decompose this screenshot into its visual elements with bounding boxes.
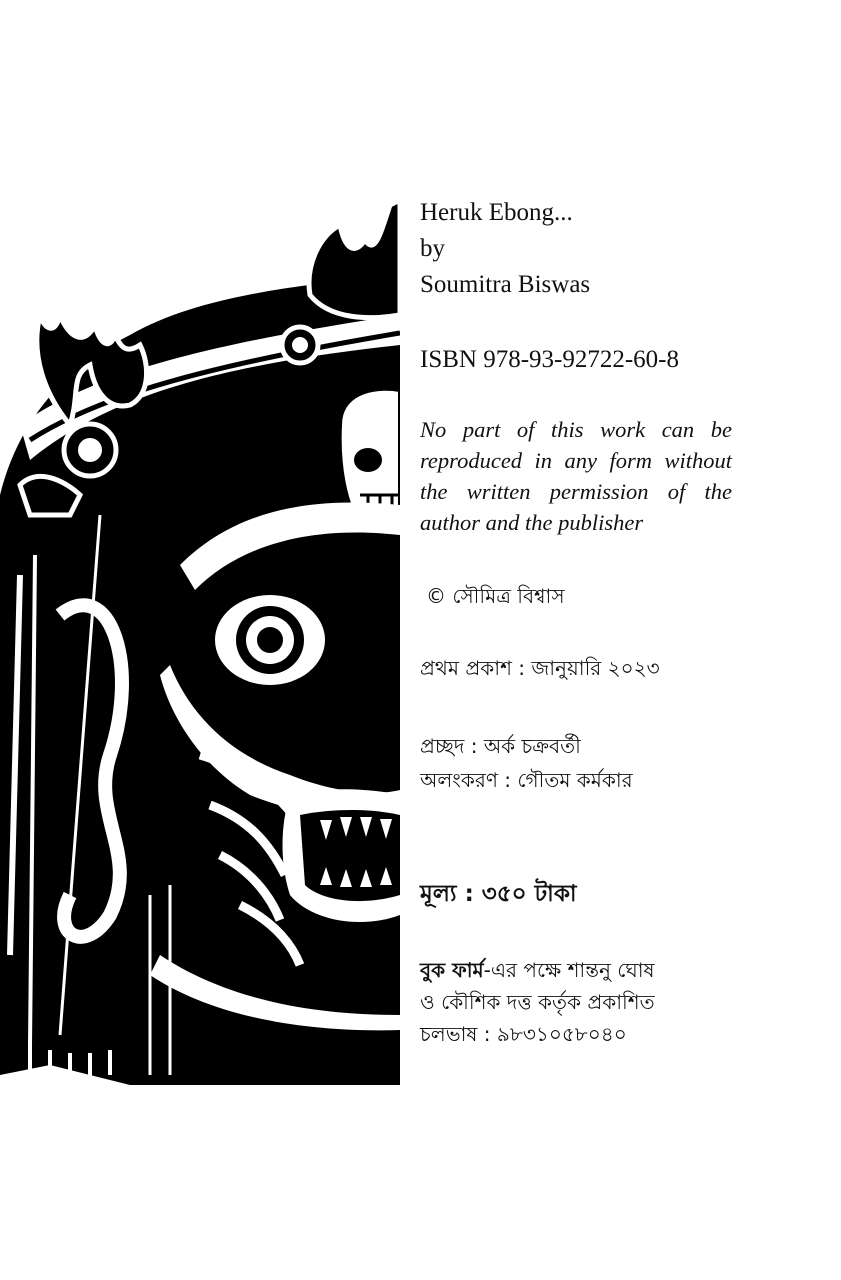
first-edition-line: প্রথম প্রকাশ : জানুয়ারি ২০২৩ xyxy=(420,656,660,680)
eye xyxy=(215,595,325,685)
copyright-line: © সৌমিত্র বিশ্বাস xyxy=(426,584,565,608)
publisher-name: বুক ফার্ম xyxy=(420,958,484,982)
cover-credit: প্রচ্ছদ : অর্ক চক্রবর্তী xyxy=(420,734,581,758)
price: মূল্য : ৩৫০ টাকা xyxy=(420,881,577,907)
mouth xyxy=(283,789,401,922)
publisher-phone: চলভাষ : ৯৮৩১০৫৮০৪০ xyxy=(420,1022,627,1046)
rights-notice: No part of this work can be reproduced in any form without the written permission of the author and the publisher xyxy=(420,417,732,535)
publisher-line2: ও কৌশিক দত্ত কর্তৃক প্রকাশিত xyxy=(420,990,655,1014)
publisher-block xyxy=(420,954,732,1050)
title-block xyxy=(420,195,732,303)
publisher-line1-rest: -এর পক্ষে শান্তনু ঘোষ xyxy=(483,958,655,982)
heruka-mask-illustration xyxy=(0,195,400,1085)
illustration-credit: অলংকরণ : গৌতম কর্মকার xyxy=(420,768,633,792)
book-title: Heruk Ebong... xyxy=(420,199,573,226)
by-label: by xyxy=(420,235,445,262)
author-name: Soumitra Biswas xyxy=(420,271,591,298)
isbn: ISBN 978-93-92722-60-8 xyxy=(420,346,680,373)
